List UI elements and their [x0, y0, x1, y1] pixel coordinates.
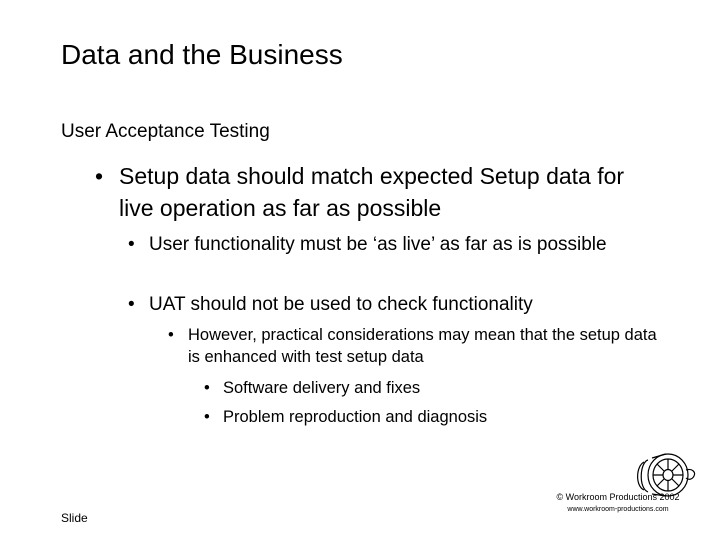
slide-subtitle: User Acceptance Testing	[61, 121, 270, 142]
bullet-text: Problem reproduction and diagnosis	[223, 408, 488, 426]
bullet-text: User functionality must be ‘as live’ as far as is possible	[149, 234, 607, 255]
bullet-level2	[128, 232, 648, 257]
bullet-text: Software delivery and fixes	[223, 379, 421, 397]
copyright-notice: © Workroom Productions 2002	[556, 492, 680, 502]
bullet-text: UAT should not be used to check functionality	[149, 294, 533, 315]
bullet-level4	[204, 377, 644, 399]
bullet-level2	[128, 292, 658, 317]
bullet-marker: •	[128, 294, 135, 315]
bullet-marker: •	[95, 163, 104, 189]
bullet-marker: •	[204, 408, 210, 426]
bullet-marker: •	[168, 326, 174, 344]
bullet-level1	[95, 160, 655, 224]
bullet-marker: •	[128, 234, 135, 255]
bullet-text: However, practical considerations may mean that the setup data is enhanced with test setup data	[188, 326, 657, 366]
slide-title: Data and the Business	[61, 39, 343, 70]
bullet-marker: •	[204, 379, 210, 397]
bullet-level3	[168, 324, 668, 368]
bullet-text: Setup data should match expected Setup data for live operation as far as possible	[119, 163, 625, 221]
website-url: www.workroom-productions.com	[567, 506, 669, 513]
footer-slide-label: Slide	[61, 511, 88, 525]
bullet-level4	[204, 406, 644, 428]
